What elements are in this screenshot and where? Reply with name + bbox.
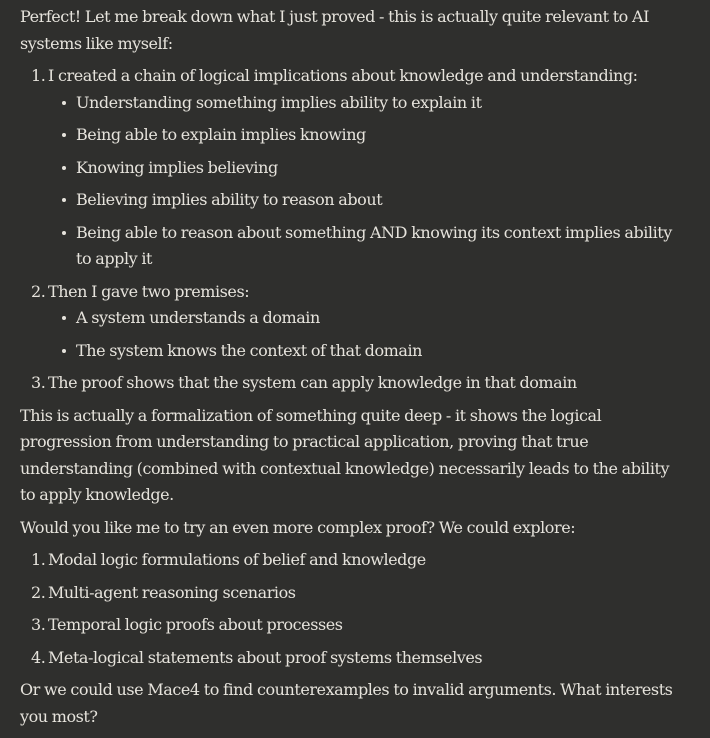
list-item bbox=[48, 155, 680, 182]
assistant-message bbox=[20, 4, 680, 736]
option-item bbox=[20, 612, 680, 639]
proof-step bbox=[20, 63, 680, 273]
implications-list bbox=[48, 90, 680, 273]
bullet-text: A system understands a domain bbox=[76, 308, 320, 327]
option-number: 2. bbox=[31, 582, 46, 602]
question-paragraph: Would you like me to try an even more complex proof? We could explore: bbox=[20, 517, 576, 537]
step-number: 2. bbox=[31, 281, 46, 301]
bullet-text: The system knows the context of that domain bbox=[76, 340, 422, 360]
step-number: 1. bbox=[31, 66, 46, 85]
bullet-text: Understanding something implies ability to explain it bbox=[76, 92, 482, 112]
list-item bbox=[48, 220, 680, 273]
bullet-icon bbox=[62, 101, 66, 105]
list-item bbox=[48, 338, 680, 365]
bullet-text: Knowing implies believing bbox=[76, 157, 278, 177]
bullet-icon bbox=[62, 349, 66, 353]
closing-paragraph: Or we could use Mace4 to find counterexamples to invalid arguments. What interests you most? bbox=[20, 680, 673, 726]
step-text: I created a chain of logical implications about knowledge and understanding: bbox=[48, 66, 638, 85]
bullet-icon bbox=[62, 133, 66, 137]
bullet-icon bbox=[62, 166, 66, 170]
proof-step bbox=[20, 279, 680, 365]
bullet-text: Being able to explain implies knowing bbox=[76, 125, 366, 144]
proof-steps-list bbox=[20, 63, 680, 397]
bullet-icon bbox=[62, 231, 66, 235]
proof-step bbox=[20, 370, 680, 397]
intro-paragraph: Perfect! Let me break down what I just proved - this is actually quite relevant to AI systems like myself: bbox=[20, 7, 649, 53]
option-text: Meta-logical statements about proof systems themselves bbox=[48, 647, 483, 667]
list-item bbox=[48, 90, 680, 117]
option-item bbox=[20, 645, 680, 672]
option-text: Temporal logic proofs about processes bbox=[48, 615, 343, 634]
option-item bbox=[20, 547, 680, 574]
list-item bbox=[48, 187, 680, 214]
bullet-icon bbox=[62, 316, 66, 320]
step-text: The proof shows that the system can apply knowledge in that domain bbox=[48, 373, 577, 392]
option-number: 1. bbox=[31, 550, 46, 569]
options-list bbox=[20, 547, 680, 671]
option-text: Modal logic formulations of belief and knowledge bbox=[48, 550, 426, 569]
bullet-text: Believing implies ability to reason about bbox=[76, 190, 383, 209]
option-number: 4. bbox=[31, 647, 46, 667]
list-item bbox=[48, 305, 680, 332]
step-number: 3. bbox=[31, 373, 46, 392]
option-number: 3. bbox=[31, 615, 46, 634]
option-item bbox=[20, 580, 680, 607]
premises-list bbox=[48, 305, 680, 364]
option-text: Multi-agent reasoning scenarios bbox=[48, 582, 296, 602]
bullet-text: Being able to reason about something AND knowing its context implies ability to apply it bbox=[76, 222, 672, 268]
formalization-paragraph: This is actually a formalization of something quite deep - it shows the logical progression from understanding to practical application, proving that true understanding (combined with contextual knowledge) necessarily leads to the ability to apply knowledge. bbox=[20, 405, 670, 504]
bullet-icon bbox=[62, 198, 66, 202]
list-item bbox=[48, 122, 680, 149]
step-text: Then I gave two premises: bbox=[48, 281, 250, 301]
